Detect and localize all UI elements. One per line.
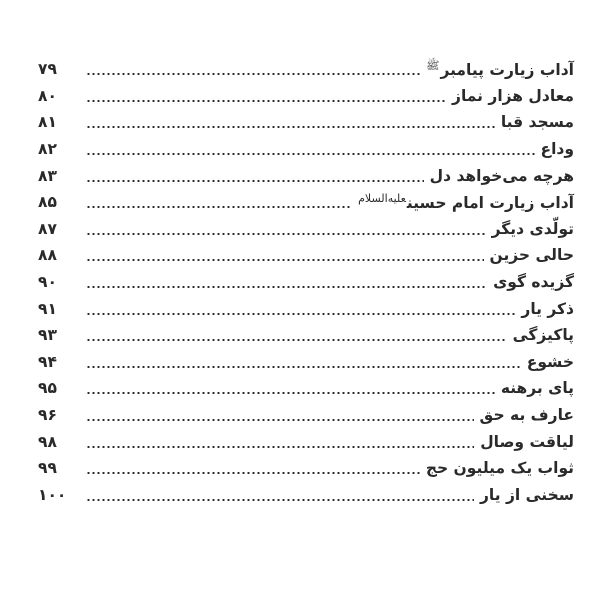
- toc-page-number: ۱۰۰: [38, 485, 67, 504]
- toc-entry: [38, 295, 574, 322]
- toc-entry: [38, 428, 574, 455]
- toc-entry: [38, 349, 574, 376]
- toc-page-number: ۸۰: [38, 86, 57, 105]
- dot-leader: [86, 339, 507, 341]
- toc-entry: [38, 216, 574, 243]
- toc-entry: [38, 242, 574, 269]
- toc-entry-title: آداب زیارت امام حسین$^{علیه‌السلام}$: [358, 192, 574, 213]
- toc-entry: [38, 83, 574, 110]
- toc-entry-title: خشوع: [526, 352, 574, 371]
- toc-entry-title: حالی حزین: [489, 246, 574, 265]
- toc-entry: [38, 162, 574, 189]
- dot-leader: [86, 233, 486, 235]
- toc-page-number: ۹۱: [38, 299, 57, 318]
- toc-page-number: ۹۵: [38, 379, 57, 398]
- toc-entry: [38, 189, 574, 216]
- toc-page-number: ۸۱: [38, 113, 57, 132]
- toc-page-number: ۹۶: [38, 406, 57, 425]
- toc-entry-title: آداب زیارت پیامبر$^ﷺ$: [426, 59, 574, 80]
- toc-page-number: ۸۲: [38, 140, 57, 159]
- dot-leader: [86, 180, 424, 182]
- toc-page-number: ۹۴: [38, 352, 57, 371]
- dot-leader: [86, 472, 420, 474]
- toc-entry-title: پاکیزگی: [512, 326, 574, 345]
- honorific-glyph: ﷺ: [426, 59, 440, 73]
- toc-page-number: ۸۷: [38, 219, 57, 238]
- toc-entry: [38, 455, 574, 482]
- toc-entry: [38, 136, 574, 163]
- dot-leader: [86, 392, 495, 394]
- toc-page-number: ۹۸: [38, 432, 57, 451]
- toc-entry: [38, 56, 574, 83]
- toc-page-number: ۹۰: [38, 273, 57, 292]
- toc-page-number: ۸۵: [38, 193, 57, 212]
- toc-entry: [38, 109, 574, 136]
- dot-leader: [86, 126, 495, 128]
- dot-leader: [86, 446, 474, 448]
- dot-leader: [86, 100, 446, 102]
- toc-entry-title: سخنی از یار: [479, 485, 574, 504]
- toc-entry-title: تولّدی دیگر: [491, 219, 574, 238]
- toc-entry: [38, 375, 574, 402]
- toc-entry: [38, 322, 574, 349]
- toc-entry: [38, 402, 574, 429]
- toc-page-number: ۹۹: [38, 459, 57, 478]
- dot-leader: [86, 313, 515, 315]
- toc-page-number: ۹۳: [38, 326, 57, 345]
- dot-leader: [86, 153, 535, 155]
- toc-entry-title: وداع: [540, 140, 574, 159]
- toc-entry: [38, 269, 574, 296]
- dot-leader: [86, 206, 352, 208]
- dot-leader: [86, 286, 487, 288]
- dot-leader: [86, 259, 484, 261]
- toc-entry-title: ثواب یک میلیون حج: [425, 459, 574, 478]
- toc-entry-title: معادل هزار نماز: [452, 86, 574, 105]
- toc-entry-title: پای برهنه: [500, 379, 574, 398]
- toc-entry: [38, 482, 574, 509]
- toc-page-number: ۸۳: [38, 166, 57, 185]
- toc-entry-title: عارف به حق: [479, 406, 574, 425]
- honorific-glyph: علیه‌السلام: [358, 192, 406, 206]
- toc-page-number: ۷۹: [38, 60, 57, 79]
- toc-entry-title: ذکر یار: [521, 299, 574, 318]
- toc-entry-title: هرچه می‌خواهد دل: [429, 166, 574, 185]
- toc-page-number: ۸۸: [38, 246, 57, 265]
- toc-entry-title: گزیده گوی: [493, 273, 574, 292]
- toc-entry-title: مسجد قبا: [500, 113, 574, 132]
- dot-leader: [86, 366, 521, 368]
- dot-leader: [86, 499, 474, 501]
- toc-entry-title: لیاقت وصال: [480, 432, 574, 451]
- dot-leader: [86, 419, 474, 421]
- dot-leader: [86, 73, 420, 75]
- table-of-contents: [38, 56, 574, 508]
